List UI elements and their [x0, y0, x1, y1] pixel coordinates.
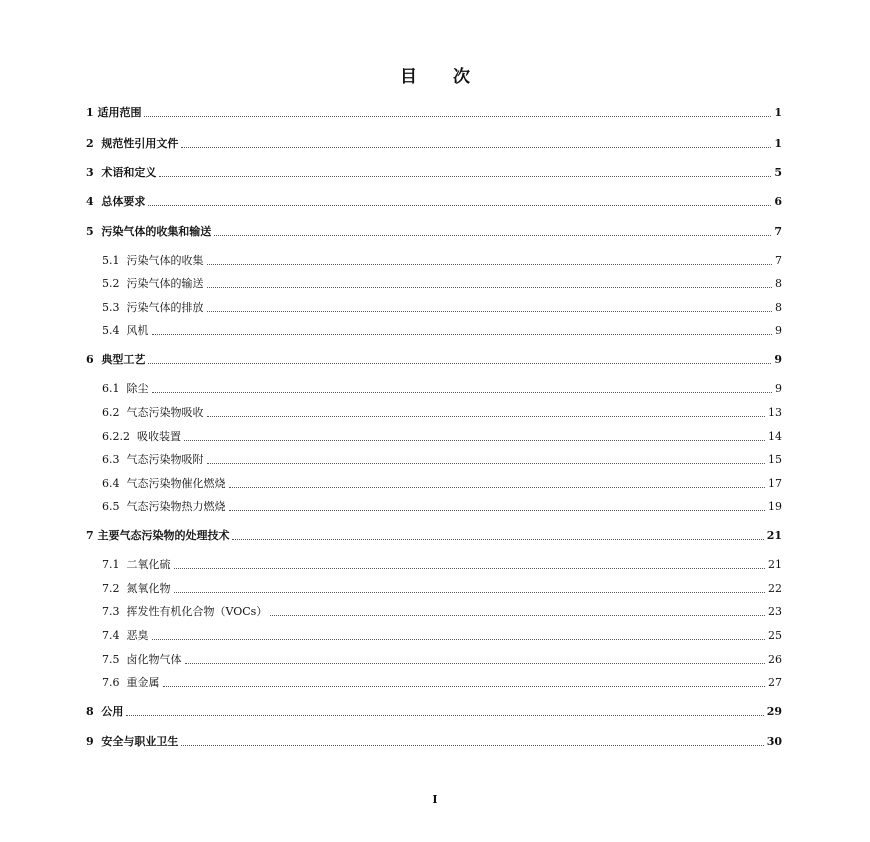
toc-dot-leader — [152, 391, 773, 393]
toc-entry-page-number: 13 — [768, 406, 782, 419]
toc-entry-chapter[interactable] — [86, 731, 782, 749]
toc-dot-leader — [152, 638, 766, 640]
toc-dot-leader — [207, 462, 766, 464]
toc-entry-section[interactable] — [102, 402, 782, 420]
toc-dot-leader — [207, 286, 773, 288]
toc-entry-chapter[interactable] — [86, 133, 782, 151]
toc-entry-section[interactable] — [102, 496, 782, 514]
toc-dot-leader — [214, 234, 771, 236]
toc-dot-leader — [159, 175, 771, 177]
toc-entry-section[interactable] — [102, 554, 782, 572]
toc-entry-label: 7.4 恶臭 — [102, 629, 149, 642]
toc-entry-page-number: 23 — [768, 605, 782, 618]
toc-dot-leader — [184, 439, 765, 441]
toc-entry-section[interactable] — [102, 273, 782, 291]
toc-entry-page-number: 22 — [768, 582, 782, 595]
toc-entry-section[interactable] — [102, 320, 782, 338]
toc-entry-section[interactable] — [102, 649, 782, 667]
toc-entry-label: 6.3 气态污染物吸附 — [102, 453, 204, 466]
toc-entry-page-number: 29 — [766, 705, 782, 718]
toc-entry-label: 6 典型工艺 — [86, 353, 146, 366]
toc-entry-section[interactable] — [102, 449, 782, 467]
toc-entry-page-number: 9 — [774, 353, 782, 366]
toc-entry-section[interactable] — [102, 578, 782, 596]
toc-dot-leader — [207, 263, 773, 265]
toc-dot-leader — [181, 146, 771, 148]
toc-entry-chapter[interactable] — [86, 102, 782, 120]
toc-entry-page-number: 7 — [774, 225, 782, 238]
toc-dot-leader — [144, 115, 771, 117]
toc-entry-chapter[interactable] — [86, 221, 782, 239]
toc-entry-label: 1 适用范围 — [86, 106, 142, 119]
toc-entry-page-number: 30 — [766, 735, 782, 748]
toc-entry-page-number: 25 — [768, 629, 782, 642]
toc-entry-label: 6.5 气态污染物热力燃烧 — [102, 500, 226, 513]
title-char-1: 目 — [400, 67, 417, 87]
toc-dot-leader — [174, 591, 766, 593]
toc-entry-page-number: 8 — [775, 301, 782, 314]
toc-entry-label: 9 安全与职业卫生 — [86, 735, 179, 748]
toc-entry-page-number: 26 — [768, 653, 782, 666]
toc-dot-leader — [181, 744, 763, 746]
toc-dot-leader — [163, 685, 766, 687]
toc-entry-chapter[interactable] — [86, 162, 782, 180]
toc-dot-leader — [229, 509, 766, 511]
toc-entry-section[interactable] — [102, 473, 782, 491]
toc-entry-label: 2 规范性引用文件 — [86, 137, 179, 150]
toc-entry-label: 5.3 污染气体的排放 — [102, 301, 204, 314]
toc-entry-page-number: 21 — [766, 529, 782, 542]
toc-entry-section[interactable] — [102, 426, 782, 444]
toc-entry-label: 5.4 风机 — [102, 324, 149, 337]
toc-dot-leader — [232, 538, 763, 540]
toc-entry-page-number: 5 — [774, 166, 782, 179]
toc-dot-leader — [207, 310, 773, 312]
toc-dot-leader — [185, 662, 766, 664]
toc-entry-page-number: 1 — [774, 106, 782, 119]
toc-entry-label: 6.4 气态污染物催化燃烧 — [102, 477, 226, 490]
toc-entry-label: 8 公用 — [86, 705, 124, 718]
toc-entry-label: 5.2 污染气体的输送 — [102, 277, 204, 290]
toc-entry-label: 5.1 污染气体的收集 — [102, 254, 204, 267]
toc-entry-label: 6.2 气态污染物吸收 — [102, 406, 204, 419]
toc-dot-leader — [126, 714, 763, 716]
toc-entry-chapter[interactable] — [86, 701, 782, 719]
toc-entry-chapter[interactable] — [86, 191, 782, 209]
toc-entry-page-number: 8 — [775, 277, 782, 290]
page-title — [0, 62, 870, 87]
toc-entry-section[interactable] — [102, 601, 782, 619]
toc-entry-section[interactable] — [102, 250, 782, 268]
toc-entry-page-number: 27 — [768, 676, 782, 689]
toc-entry-page-number: 6 — [774, 195, 782, 208]
toc-entry-section[interactable] — [102, 672, 782, 690]
toc-dot-leader — [270, 614, 765, 616]
toc-entry-label: 5 污染气体的收集和输送 — [86, 225, 212, 238]
toc-entry-page-number: 7 — [775, 254, 782, 267]
toc-entry-label: 7.6 重金属 — [102, 676, 160, 689]
toc-entry-label: 6.2.2 吸收装置 — [102, 430, 181, 443]
toc-entry-page-number: 14 — [768, 430, 782, 443]
toc-entry-section[interactable] — [102, 625, 782, 643]
toc-entry-chapter[interactable] — [86, 349, 782, 367]
toc-dot-leader — [148, 362, 771, 364]
toc-entry-label: 4 总体要求 — [86, 195, 146, 208]
toc-dot-leader — [229, 486, 766, 488]
toc-dot-leader — [207, 415, 766, 417]
toc-entry-page-number: 15 — [768, 453, 782, 466]
title-char-2: 次 — [453, 67, 470, 87]
toc-entry-page-number: 19 — [768, 500, 782, 513]
toc-entry-label: 7.5 卤化物气体 — [102, 653, 182, 666]
toc-dot-leader — [148, 204, 771, 206]
toc-entry-section[interactable] — [102, 378, 782, 396]
toc-entry-label: 3 术语和定义 — [86, 166, 157, 179]
toc-entry-label: 7 主要气态污染物的处理技术 — [86, 529, 230, 542]
toc-entry-page-number: 17 — [768, 477, 782, 490]
toc-entry-label: 7.1 二氧化硫 — [102, 558, 171, 571]
page-number-footer: I — [432, 793, 438, 806]
toc-entry-section[interactable] — [102, 297, 782, 315]
toc-entry-label: 7.3 挥发性有机化合物（VOCs） — [102, 605, 268, 618]
toc-entry-label: 6.1 除尘 — [102, 382, 149, 395]
toc-entry-page-number: 9 — [775, 324, 782, 337]
toc-entry-page-number: 9 — [775, 382, 782, 395]
toc-entry-chapter[interactable] — [86, 525, 782, 543]
toc-dot-leader — [174, 567, 766, 569]
toc-entry-page-number: 21 — [768, 558, 782, 571]
toc-dot-leader — [152, 333, 773, 335]
toc-entry-label: 7.2 氮氧化物 — [102, 582, 171, 595]
toc-entry-page-number: 1 — [774, 137, 782, 150]
